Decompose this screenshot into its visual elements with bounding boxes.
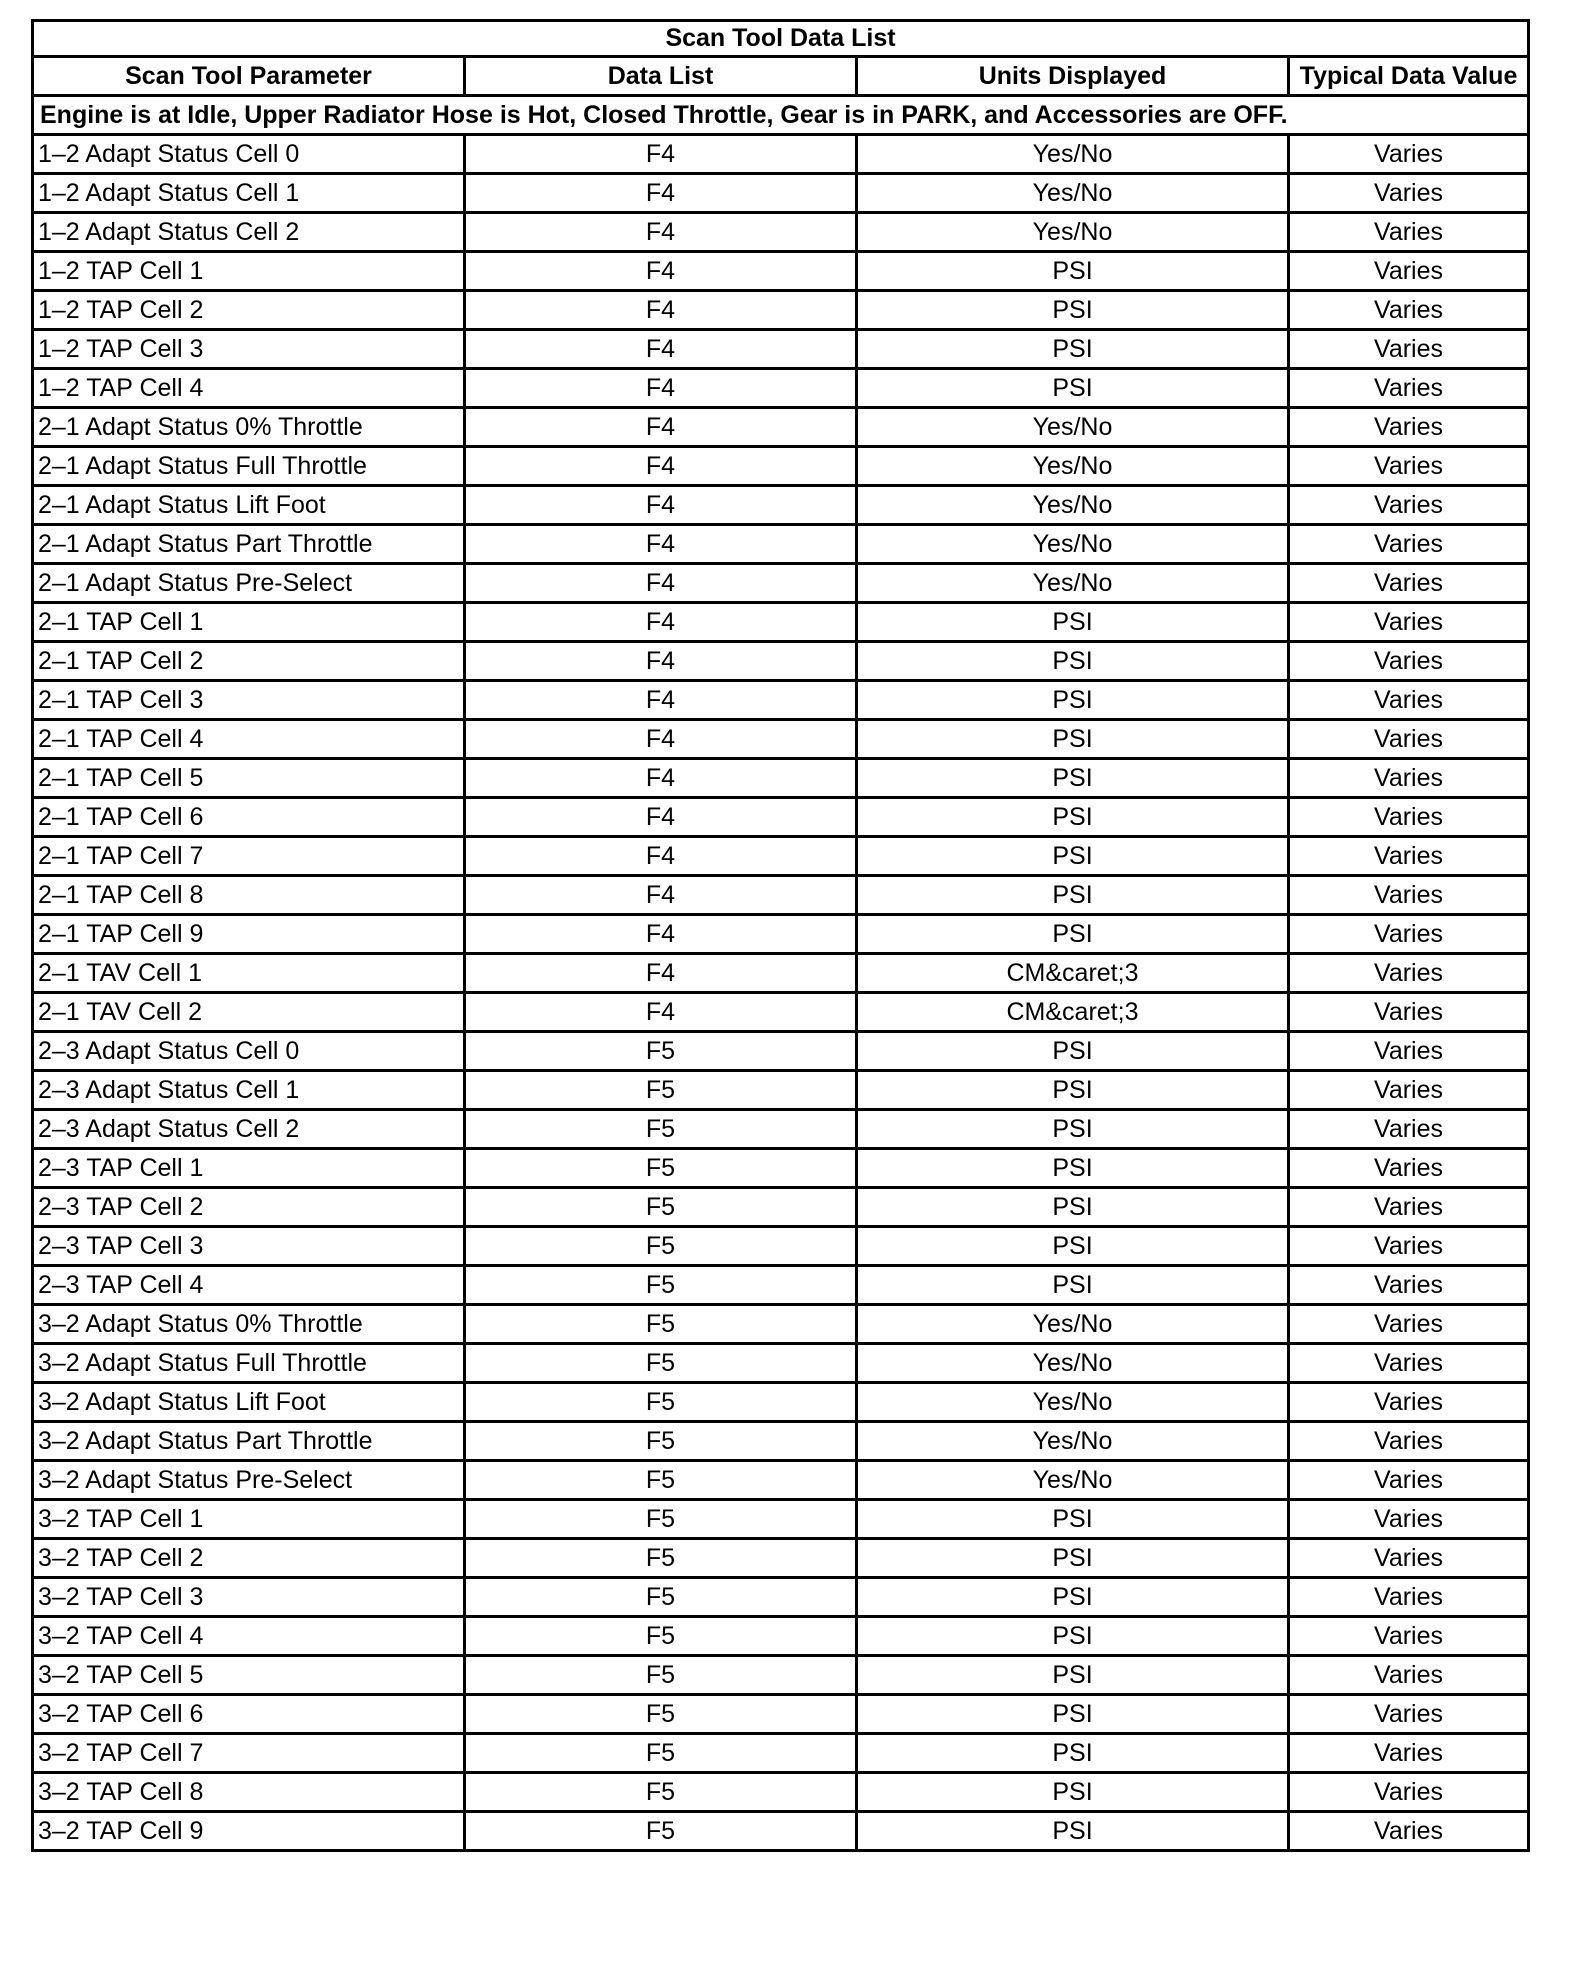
typical-value-cell: Varies bbox=[1289, 1149, 1529, 1188]
parameter-cell: 3–2 TAP Cell 2 bbox=[33, 1539, 465, 1578]
operating-condition: Engine is at Idle, Upper Radiator Hose is Hot, Closed Throttle, Gear is in PARK, and Accessories are OFF. bbox=[33, 96, 1529, 135]
parameter-cell: 2–3 TAP Cell 1 bbox=[33, 1149, 465, 1188]
data-list-cell: F5 bbox=[465, 1344, 857, 1383]
typical-value-cell: Varies bbox=[1289, 330, 1529, 369]
typical-value-cell: Varies bbox=[1289, 954, 1529, 993]
typical-value-cell: Varies bbox=[1289, 876, 1529, 915]
parameter-cell: 3–2 Adapt Status Full Throttle bbox=[33, 1344, 465, 1383]
parameter-cell: 3–2 Adapt Status 0% Throttle bbox=[33, 1305, 465, 1344]
typical-value-cell: Varies bbox=[1289, 1734, 1529, 1773]
units-cell: PSI bbox=[857, 1773, 1289, 1812]
table-row bbox=[33, 213, 1529, 252]
data-list-cell: F5 bbox=[465, 1071, 857, 1110]
typical-value-cell: Varies bbox=[1289, 525, 1529, 564]
units-cell: Yes/No bbox=[857, 213, 1289, 252]
data-list-cell: F4 bbox=[465, 564, 857, 603]
typical-value-cell: Varies bbox=[1289, 369, 1529, 408]
units-cell: Yes/No bbox=[857, 1305, 1289, 1344]
parameter-cell: 3–2 TAP Cell 5 bbox=[33, 1656, 465, 1695]
parameter-cell: 3–2 TAP Cell 1 bbox=[33, 1500, 465, 1539]
parameter-cell: 2–1 TAP Cell 7 bbox=[33, 837, 465, 876]
data-list-cell: F5 bbox=[465, 1773, 857, 1812]
data-list-cell: F4 bbox=[465, 135, 857, 174]
typical-value-cell: Varies bbox=[1289, 486, 1529, 525]
units-cell: PSI bbox=[857, 1188, 1289, 1227]
data-list-cell: F4 bbox=[465, 954, 857, 993]
table-row bbox=[33, 1266, 1529, 1305]
units-cell: PSI bbox=[857, 915, 1289, 954]
table-row bbox=[33, 408, 1529, 447]
table-row bbox=[33, 642, 1529, 681]
parameter-cell: 2–1 Adapt Status 0% Throttle bbox=[33, 408, 465, 447]
typical-value-cell: Varies bbox=[1289, 1071, 1529, 1110]
table-row bbox=[33, 837, 1529, 876]
units-cell: Yes/No bbox=[857, 447, 1289, 486]
table-title: Scan Tool Data List bbox=[33, 21, 1529, 57]
data-list-cell: F5 bbox=[465, 1695, 857, 1734]
parameter-cell: 2–1 TAP Cell 3 bbox=[33, 681, 465, 720]
typical-value-cell: Varies bbox=[1289, 915, 1529, 954]
typical-value-cell: Varies bbox=[1289, 603, 1529, 642]
parameter-cell: 3–2 TAP Cell 4 bbox=[33, 1617, 465, 1656]
table-row bbox=[33, 447, 1529, 486]
table-row bbox=[33, 486, 1529, 525]
data-list-cell: F4 bbox=[465, 720, 857, 759]
data-list-cell: F5 bbox=[465, 1539, 857, 1578]
parameter-cell: 1–2 TAP Cell 4 bbox=[33, 369, 465, 408]
data-list-cell: F5 bbox=[465, 1422, 857, 1461]
table-row bbox=[33, 603, 1529, 642]
data-list-cell: F5 bbox=[465, 1110, 857, 1149]
units-cell: PSI bbox=[857, 876, 1289, 915]
parameter-cell: 2–1 TAP Cell 8 bbox=[33, 876, 465, 915]
units-cell: Yes/No bbox=[857, 135, 1289, 174]
units-cell: PSI bbox=[857, 1695, 1289, 1734]
data-list-cell: F4 bbox=[465, 798, 857, 837]
data-list-cell: F4 bbox=[465, 525, 857, 564]
units-cell: PSI bbox=[857, 798, 1289, 837]
parameter-cell: 1–2 TAP Cell 2 bbox=[33, 291, 465, 330]
parameter-cell: 2–1 Adapt Status Lift Foot bbox=[33, 486, 465, 525]
parameter-cell: 3–2 TAP Cell 9 bbox=[33, 1812, 465, 1851]
units-cell: CM&caret;3 bbox=[857, 954, 1289, 993]
header-scan-tool-parameter: Scan Tool Parameter bbox=[33, 57, 465, 96]
units-cell: Yes/No bbox=[857, 1422, 1289, 1461]
typical-value-cell: Varies bbox=[1289, 174, 1529, 213]
data-list-cell: F5 bbox=[465, 1617, 857, 1656]
typical-value-cell: Varies bbox=[1289, 1500, 1529, 1539]
typical-value-cell: Varies bbox=[1289, 408, 1529, 447]
units-cell: PSI bbox=[857, 369, 1289, 408]
table-row bbox=[33, 1578, 1529, 1617]
units-cell: PSI bbox=[857, 1032, 1289, 1071]
parameter-cell: 3–2 Adapt Status Lift Foot bbox=[33, 1383, 465, 1422]
data-list-cell: F5 bbox=[465, 1149, 857, 1188]
units-cell: Yes/No bbox=[857, 486, 1289, 525]
data-list-cell: F4 bbox=[465, 447, 857, 486]
data-list-cell: F4 bbox=[465, 915, 857, 954]
typical-value-cell: Varies bbox=[1289, 213, 1529, 252]
data-list-cell: F5 bbox=[465, 1656, 857, 1695]
typical-value-cell: Varies bbox=[1289, 1227, 1529, 1266]
condition-row bbox=[33, 96, 1529, 135]
typical-value-cell: Varies bbox=[1289, 135, 1529, 174]
data-list-cell: F4 bbox=[465, 291, 857, 330]
data-list-cell: F4 bbox=[465, 408, 857, 447]
parameter-cell: 2–1 TAP Cell 6 bbox=[33, 798, 465, 837]
units-cell: PSI bbox=[857, 252, 1289, 291]
data-list-cell: F5 bbox=[465, 1812, 857, 1851]
table-row bbox=[33, 1032, 1529, 1071]
typical-value-cell: Varies bbox=[1289, 1461, 1529, 1500]
typical-value-cell: Varies bbox=[1289, 681, 1529, 720]
data-list-cell: F4 bbox=[465, 681, 857, 720]
typical-value-cell: Varies bbox=[1289, 1383, 1529, 1422]
parameter-cell: 2–1 TAP Cell 1 bbox=[33, 603, 465, 642]
table-row bbox=[33, 1656, 1529, 1695]
table-row bbox=[33, 564, 1529, 603]
units-cell: PSI bbox=[857, 1110, 1289, 1149]
data-list-cell: F4 bbox=[465, 642, 857, 681]
table-row bbox=[33, 252, 1529, 291]
typical-value-cell: Varies bbox=[1289, 1032, 1529, 1071]
typical-value-cell: Varies bbox=[1289, 720, 1529, 759]
typical-value-cell: Varies bbox=[1289, 798, 1529, 837]
units-cell: PSI bbox=[857, 1227, 1289, 1266]
table-row bbox=[33, 174, 1529, 213]
typical-value-cell: Varies bbox=[1289, 1773, 1529, 1812]
data-list-cell: F5 bbox=[465, 1227, 857, 1266]
data-list-cell: F4 bbox=[465, 876, 857, 915]
table-row bbox=[33, 720, 1529, 759]
parameter-cell: 2–3 Adapt Status Cell 1 bbox=[33, 1071, 465, 1110]
typical-value-cell: Varies bbox=[1289, 759, 1529, 798]
parameter-cell: 3–2 TAP Cell 8 bbox=[33, 1773, 465, 1812]
header-units-displayed: Units Displayed bbox=[857, 57, 1289, 96]
typical-value-cell: Varies bbox=[1289, 1617, 1529, 1656]
parameter-cell: 1–2 Adapt Status Cell 1 bbox=[33, 174, 465, 213]
table-row bbox=[33, 1422, 1529, 1461]
data-list-cell: F4 bbox=[465, 603, 857, 642]
parameter-cell: 3–2 TAP Cell 6 bbox=[33, 1695, 465, 1734]
units-cell: PSI bbox=[857, 1734, 1289, 1773]
parameter-cell: 1–2 Adapt Status Cell 2 bbox=[33, 213, 465, 252]
table-row bbox=[33, 525, 1529, 564]
typical-value-cell: Varies bbox=[1289, 1344, 1529, 1383]
table-row bbox=[33, 1227, 1529, 1266]
table-row bbox=[33, 1149, 1529, 1188]
typical-value-cell: Varies bbox=[1289, 1812, 1529, 1851]
table-body bbox=[33, 135, 1529, 1851]
parameter-cell: 2–1 Adapt Status Part Throttle bbox=[33, 525, 465, 564]
units-cell: PSI bbox=[857, 681, 1289, 720]
parameter-cell: 2–3 Adapt Status Cell 2 bbox=[33, 1110, 465, 1149]
typical-value-cell: Varies bbox=[1289, 1656, 1529, 1695]
units-cell: Yes/No bbox=[857, 1461, 1289, 1500]
units-cell: PSI bbox=[857, 1149, 1289, 1188]
typical-value-cell: Varies bbox=[1289, 1305, 1529, 1344]
table-row bbox=[33, 1734, 1529, 1773]
data-list-cell: F5 bbox=[465, 1305, 857, 1344]
data-list-cell: F4 bbox=[465, 213, 857, 252]
table-row bbox=[33, 135, 1529, 174]
typical-value-cell: Varies bbox=[1289, 642, 1529, 681]
parameter-cell: 2–3 TAP Cell 4 bbox=[33, 1266, 465, 1305]
table-row bbox=[33, 915, 1529, 954]
units-cell: PSI bbox=[857, 837, 1289, 876]
units-cell: PSI bbox=[857, 1539, 1289, 1578]
table-row bbox=[33, 1071, 1529, 1110]
table-row bbox=[33, 954, 1529, 993]
parameter-cell: 2–3 TAP Cell 3 bbox=[33, 1227, 465, 1266]
parameter-cell: 1–2 TAP Cell 1 bbox=[33, 252, 465, 291]
parameter-cell: 3–2 TAP Cell 7 bbox=[33, 1734, 465, 1773]
parameter-cell: 2–1 TAV Cell 1 bbox=[33, 954, 465, 993]
typical-value-cell: Varies bbox=[1289, 564, 1529, 603]
table-row bbox=[33, 876, 1529, 915]
units-cell: PSI bbox=[857, 1071, 1289, 1110]
data-list-cell: F4 bbox=[465, 330, 857, 369]
table-row bbox=[33, 1812, 1529, 1851]
typical-value-cell: Varies bbox=[1289, 1266, 1529, 1305]
units-cell: Yes/No bbox=[857, 525, 1289, 564]
table-row bbox=[33, 1461, 1529, 1500]
units-cell: PSI bbox=[857, 642, 1289, 681]
parameter-cell: 3–2 TAP Cell 3 bbox=[33, 1578, 465, 1617]
data-list-cell: F4 bbox=[465, 837, 857, 876]
table-row bbox=[33, 330, 1529, 369]
data-list-cell: F4 bbox=[465, 759, 857, 798]
parameter-cell: 1–2 TAP Cell 3 bbox=[33, 330, 465, 369]
units-cell: PSI bbox=[857, 330, 1289, 369]
table-row bbox=[33, 1383, 1529, 1422]
units-cell: PSI bbox=[857, 1812, 1289, 1851]
table-row bbox=[33, 759, 1529, 798]
typical-value-cell: Varies bbox=[1289, 993, 1529, 1032]
data-list-cell: F5 bbox=[465, 1383, 857, 1422]
parameter-cell: 2–1 TAP Cell 9 bbox=[33, 915, 465, 954]
data-list-cell: F4 bbox=[465, 174, 857, 213]
table-row bbox=[33, 1617, 1529, 1656]
header-data-list: Data List bbox=[465, 57, 857, 96]
table-row bbox=[33, 1305, 1529, 1344]
data-list-cell: F5 bbox=[465, 1578, 857, 1617]
typical-value-cell: Varies bbox=[1289, 1422, 1529, 1461]
table-row bbox=[33, 1344, 1529, 1383]
units-cell: Yes/No bbox=[857, 1344, 1289, 1383]
scan-tool-sheet bbox=[31, 19, 1527, 1852]
typical-value-cell: Varies bbox=[1289, 252, 1529, 291]
parameter-cell: 2–1 TAV Cell 2 bbox=[33, 993, 465, 1032]
units-cell: PSI bbox=[857, 720, 1289, 759]
title-row bbox=[33, 21, 1529, 57]
table-row bbox=[33, 1188, 1529, 1227]
units-cell: PSI bbox=[857, 603, 1289, 642]
table-row bbox=[33, 291, 1529, 330]
header-row bbox=[33, 57, 1529, 96]
data-list-cell: F4 bbox=[465, 486, 857, 525]
parameter-cell: 3–2 Adapt Status Part Throttle bbox=[33, 1422, 465, 1461]
parameter-cell: 2–1 Adapt Status Full Throttle bbox=[33, 447, 465, 486]
parameter-cell: 2–1 TAP Cell 2 bbox=[33, 642, 465, 681]
table-row bbox=[33, 1695, 1529, 1734]
data-list-cell: F5 bbox=[465, 1032, 857, 1071]
typical-value-cell: Varies bbox=[1289, 1695, 1529, 1734]
typical-value-cell: Varies bbox=[1289, 1539, 1529, 1578]
typical-value-cell: Varies bbox=[1289, 1188, 1529, 1227]
table-row bbox=[33, 1110, 1529, 1149]
parameter-cell: 1–2 Adapt Status Cell 0 bbox=[33, 135, 465, 174]
typical-value-cell: Varies bbox=[1289, 837, 1529, 876]
table-row bbox=[33, 1773, 1529, 1812]
units-cell: PSI bbox=[857, 759, 1289, 798]
units-cell: PSI bbox=[857, 1500, 1289, 1539]
typical-value-cell: Varies bbox=[1289, 1578, 1529, 1617]
parameter-cell: 2–3 Adapt Status Cell 0 bbox=[33, 1032, 465, 1071]
table-row bbox=[33, 798, 1529, 837]
units-cell: PSI bbox=[857, 1266, 1289, 1305]
parameter-cell: 2–1 Adapt Status Pre-Select bbox=[33, 564, 465, 603]
data-list-cell: F4 bbox=[465, 369, 857, 408]
data-list-cell: F5 bbox=[465, 1266, 857, 1305]
units-cell: CM&caret;3 bbox=[857, 993, 1289, 1032]
typical-value-cell: Varies bbox=[1289, 291, 1529, 330]
typical-value-cell: Varies bbox=[1289, 1110, 1529, 1149]
parameter-cell: 3–2 Adapt Status Pre-Select bbox=[33, 1461, 465, 1500]
units-cell: Yes/No bbox=[857, 174, 1289, 213]
header-typical-data-value: Typical Data Value bbox=[1289, 57, 1529, 96]
table-row bbox=[33, 993, 1529, 1032]
data-list-cell: F5 bbox=[465, 1500, 857, 1539]
table-row bbox=[33, 369, 1529, 408]
data-list-cell: F5 bbox=[465, 1188, 857, 1227]
parameter-cell: 2–1 TAP Cell 4 bbox=[33, 720, 465, 759]
data-list-cell: F4 bbox=[465, 252, 857, 291]
data-list-cell: F5 bbox=[465, 1461, 857, 1500]
units-cell: PSI bbox=[857, 1578, 1289, 1617]
scan-tool-data-table bbox=[31, 19, 1530, 1852]
units-cell: Yes/No bbox=[857, 564, 1289, 603]
units-cell: Yes/No bbox=[857, 1383, 1289, 1422]
table-row bbox=[33, 1539, 1529, 1578]
data-list-cell: F5 bbox=[465, 1734, 857, 1773]
table-row bbox=[33, 681, 1529, 720]
typical-value-cell: Varies bbox=[1289, 447, 1529, 486]
units-cell: Yes/No bbox=[857, 408, 1289, 447]
units-cell: PSI bbox=[857, 291, 1289, 330]
table-row bbox=[33, 1500, 1529, 1539]
units-cell: PSI bbox=[857, 1656, 1289, 1695]
units-cell: PSI bbox=[857, 1617, 1289, 1656]
parameter-cell: 2–3 TAP Cell 2 bbox=[33, 1188, 465, 1227]
parameter-cell: 2–1 TAP Cell 5 bbox=[33, 759, 465, 798]
data-list-cell: F4 bbox=[465, 993, 857, 1032]
